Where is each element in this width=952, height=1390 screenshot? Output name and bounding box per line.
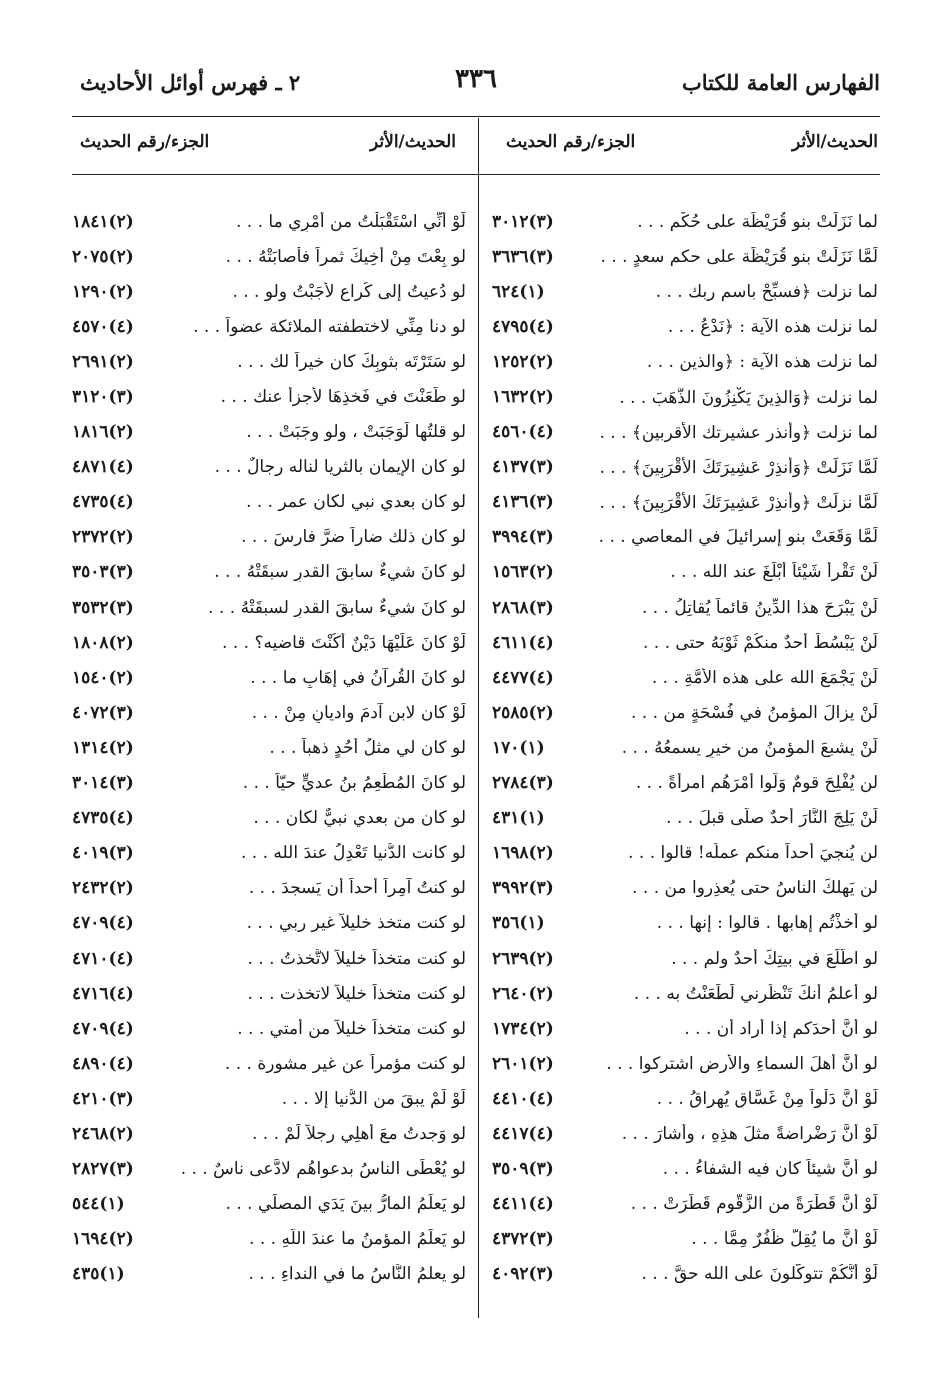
- hadith-entry: [492, 204, 878, 239]
- hadith-text: لما نزلت هذه الآية : ﴿نَدْعُ . . .: [667, 317, 878, 338]
- hadith-entry: [492, 766, 878, 801]
- hadith-text: لَوْ أنَّ رَضْراضةً مثلَ هذِهِ ، وأشارَ . . .: [621, 1123, 878, 1144]
- hadith-text: لَوْ أنِّي اسْتَقْبَلْتُ من أَمْرِي ما . . .: [235, 211, 466, 232]
- hadith-entry: [492, 1116, 878, 1151]
- hadith-ref: (٣)٤١٣٦: [492, 492, 554, 513]
- hadith-entry: [492, 379, 878, 414]
- hadith-entry: [72, 1081, 466, 1116]
- hadith-ref: (٣)٤٣٧٢: [492, 1229, 554, 1250]
- hadith-text: لن يَهلكَ الناسُ حتى يُعذِروا من . . .: [632, 878, 878, 899]
- hadith-text: لو كنت متخذاً خليلاً من أمتي . . .: [237, 1018, 466, 1039]
- hadith-entry: [72, 379, 466, 414]
- hadith-text: لَمَّا نَزَلَتْ ﴿وَأَنذِرْ عَشِيرَتَكَ الأَقْرَبِينَ﴾ . . .: [599, 457, 878, 478]
- hadith-text: لَوْ كان لابنِ آدمَ واديانِ مِنْ . . .: [251, 702, 466, 723]
- hadith-entry: [72, 1046, 466, 1081]
- page-number: ٣٣٦: [455, 64, 497, 94]
- hadith-entry: [72, 836, 466, 871]
- hadith-ref: (٣)٤٠٩٢: [492, 1264, 554, 1285]
- hadith-entry: [492, 1152, 878, 1187]
- hadith-text: لو كان الإيمان بالثريا لناله رجالٌ . . .: [214, 457, 466, 478]
- hadith-entry: [492, 450, 878, 485]
- hadith-entry: [492, 590, 878, 625]
- hadith-ref: (٣)٤٠١٩: [72, 843, 134, 864]
- hadith-text: لَوْ أنَّ دَلْواً مِنْ غَسَّاقٍ يُهراقُ . . .: [656, 1088, 878, 1109]
- hadith-text: لو يَعلَمُ المؤمنُ ما عندَ اللّهِ . . .: [249, 1229, 466, 1250]
- column-divider: [478, 118, 479, 1318]
- hadith-entry: [492, 1222, 878, 1257]
- hadith-entry: [492, 836, 878, 871]
- hadith-ref: (٤)٤٥٧٠: [72, 316, 134, 337]
- hadith-entry: [72, 730, 466, 765]
- left-hadith-column: [72, 204, 466, 1292]
- hadith-entry: [72, 274, 466, 309]
- hadith-text: لو كان لي مثلُ أُحُدٍ ذهباً . . .: [269, 737, 466, 758]
- hadith-ref: (٤)٤٧١٦: [72, 983, 134, 1004]
- hadith-ref: (٣)٣٥٣٢: [72, 597, 134, 618]
- hadith-entry: [492, 976, 878, 1011]
- hadith-text: لَمَّا نَزَلَتْ بنو قُرَيْظَة على حكم سعدٍ . . .: [600, 246, 878, 267]
- hadith-ref: (٢)١٦٩٨: [492, 843, 554, 864]
- hadith-ref: (٣)٣٦٣٦: [492, 246, 554, 267]
- hadith-text: لو بِعْتَ مِنْ أخِيكَ ثمراً فأصابَتْهُ . . .: [225, 246, 466, 267]
- hadith-ref: (٤)٤٧٣٥: [72, 492, 134, 513]
- header-rule: [72, 116, 880, 117]
- hadith-text: لو كنت متخذاً خليلاً لاتَّخذتُ . . .: [247, 948, 466, 969]
- hadith-text: لَوْ كانَ عَلَيْهَا دَيْنٌ أَكُنْتَ قاضيه؟ . . .: [222, 632, 466, 653]
- hadith-text: لو أنَّ أهلَ السماءِ والأرضِ اشتركوا . . .: [606, 1053, 878, 1074]
- hadith-ref: (٢)٢٤٦٨: [72, 1123, 134, 1144]
- hadith-entry: [72, 239, 466, 274]
- hadith-entry: [72, 1152, 466, 1187]
- hadith-text: لَوْ أنَّ قَطْرَةً من الزَّقُّومِ قَطَرَتْ . . .: [630, 1194, 878, 1215]
- hadith-ref: (٣)٤٢١٠: [72, 1088, 134, 1109]
- hadith-ref: (٤)٤٨٩٠: [72, 1053, 134, 1074]
- hadith-entry: [492, 1257, 878, 1292]
- hadith-ref: (٢)٢٥٨٥: [492, 702, 554, 723]
- hadith-text: لَوْ لَمْ يبقَ من الدُّنيا إلا . . .: [281, 1088, 466, 1109]
- hadith-text: لو يُعْطَى الناسُ بدعواهُم لادَّعى ناسٌ . . .: [180, 1159, 466, 1180]
- hadith-ref: (٢)٢٤٣٢: [72, 878, 134, 899]
- hadith-entry: [492, 660, 878, 695]
- hadith-ref: (٣)٢٨٦٨: [492, 597, 554, 618]
- hadith-text: لو أنَّ أحدَكم إذا أراد أن . . .: [684, 1018, 878, 1039]
- hadith-entry: [492, 1187, 878, 1222]
- hadith-text: لو كانَ شيءٌ سابقَ القدرِ سبقَتْهُ . . .: [214, 562, 466, 583]
- hadith-text: لَنْ يَبْرَحَ هذا الدِّينُ قائماً يُقاتِلُ . . .: [641, 597, 878, 618]
- hadith-entry: [72, 1011, 466, 1046]
- hadith-text: لما نزلت ﴿وأنذر عشيرتك الأقربين﴾ . . .: [599, 422, 878, 443]
- hadith-text: لو كانَ المُطْعِمُ بنُ عديٍّ حيّاً . . .: [242, 773, 466, 794]
- hadith-ref: (٢)١٧٣٤: [492, 1018, 554, 1039]
- hadith-ref: (٣)٣٩٩٤: [492, 527, 554, 548]
- hadith-ref: (٤)٤٤٧٧: [492, 667, 554, 688]
- hadith-ref: (٢)١٨٤١: [72, 211, 134, 232]
- hadith-text: لو أعلمُ أنكَ تَنْظُرني لَطَعَنْتُ به . . .: [633, 983, 878, 1004]
- hadith-text: لَمَّا نزلَتْ ﴿وأنذِرْ عَشِيرَتَكَ الأَقْرَبِينَ﴾ . . .: [599, 492, 878, 513]
- hadith-text: لو وَجدتُ معَ أهلِي رجلاً لَمْ . . .: [251, 1123, 466, 1144]
- hadith-entry: [72, 976, 466, 1011]
- hadith-entry: [492, 1046, 878, 1081]
- hadith-entry: [492, 520, 878, 555]
- left-col-hadith-header: الحديث/الأثر: [370, 132, 456, 152]
- hadith-text: لَمَّا وَقَعَتْ بنو إسرائيلَ في المعاصي . . .: [598, 527, 878, 548]
- hadith-text: لو كنت متخذ خليلاً غير ربي . . .: [246, 913, 466, 934]
- hadith-text: لو كان من بعدي نبيٌّ لكان . . .: [253, 808, 466, 829]
- hadith-entry: [72, 801, 466, 836]
- hadith-text: لو كانَ القُرآنُ في إهَابٍ ما . . .: [250, 667, 466, 688]
- hadith-entry: [72, 520, 466, 555]
- hadith-ref: (٣)٤١٣٧: [492, 457, 554, 478]
- hadith-entry: [72, 695, 466, 730]
- hadith-entry: [72, 344, 466, 379]
- hadith-entry: [492, 1081, 878, 1116]
- hadith-entry: [72, 485, 466, 520]
- hadith-text: لو اطَّلَعَ في بيتِكَ أحدٌ ولم . . .: [671, 948, 878, 969]
- hadith-text: لو كانَ شيءٌ سابقَ القدرِ لسبقَتْهُ . . .: [208, 597, 466, 618]
- hadith-text: لو كانت الدُّنيا تَعْدِلُ عندَ الله . . .: [240, 843, 466, 864]
- hadith-entry: [72, 766, 466, 801]
- left-col-ref-header: الجزء/رقم الحديث: [80, 132, 210, 152]
- hadith-text: لَنْ يَلِجَ النَّارَ أحدٌ صلَّى قبلَ . . .: [666, 808, 878, 829]
- right-hadith-column: [492, 204, 878, 1292]
- hadith-ref: (٣)٣٠١٢: [492, 211, 554, 232]
- hadith-ref: (١)٤٣١: [492, 808, 545, 829]
- hadith-ref: (١)٤٣٥: [72, 1264, 125, 1285]
- hadith-ref: (٢)٢٦٩١: [72, 351, 134, 372]
- hadith-entry: [492, 309, 878, 344]
- hadith-ref: (٣)٣٥٠٩: [492, 1159, 554, 1180]
- hadith-text: لو كنت مؤمراً عن غير مشورة . . .: [224, 1053, 466, 1074]
- hadith-text: لَنْ يَجْمَعَ الله على هذه الأُمَّةِ . . .: [651, 667, 878, 688]
- hadith-entry: [72, 1222, 466, 1257]
- hadith-text: لو كنتُ آمِراً أحداً أن يَسجدَ . . .: [248, 878, 466, 899]
- hadith-entry: [492, 274, 878, 309]
- hadith-entry: [492, 801, 878, 836]
- hadith-text: لو طَعَنْتَ في فَخذِهَا لأجزأَ عنك . . .: [220, 387, 466, 408]
- hadith-ref: (٢)١٢٥٢: [492, 351, 554, 372]
- hadith-entry: [492, 485, 878, 520]
- hadith-ref: (١)٦٢٤: [492, 281, 545, 302]
- hadith-ref: (٤)٤٧٠٩: [72, 1018, 134, 1039]
- hadith-entry: [492, 941, 878, 976]
- hadith-entry: [72, 204, 466, 239]
- hadith-ref: (٢)١٢٩٠: [72, 281, 134, 302]
- hadith-ref: (٣)٣٥٠٣: [72, 562, 134, 583]
- hadith-text: لن يُنجيَ أحداً منكم عملُه! قالوا . . .: [628, 843, 878, 864]
- hadith-text: لما نزلت ﴿فسبِّحْ باسم ربك . . .: [655, 282, 878, 303]
- hadith-ref: (٤)٤٧١٠: [72, 948, 134, 969]
- hadith-entry: [492, 344, 878, 379]
- right-col-ref-header: الجزء/رقم الحديث: [506, 132, 636, 152]
- hadith-ref: (٢)٢٠٧٥: [72, 246, 134, 267]
- hadith-entry: [72, 450, 466, 485]
- hadith-entry: [72, 625, 466, 660]
- hadith-ref: (٤)٤٤١٠: [492, 1088, 554, 1109]
- hadith-ref: (٤)٤٧٣٥: [72, 808, 134, 829]
- hadith-text: لو كان بعدي نبي لكان عمر . . .: [246, 492, 466, 513]
- hadith-ref: (٢)٢٦٤٠: [492, 983, 554, 1004]
- hadith-ref: (١)١٧٠: [492, 737, 545, 758]
- hadith-text: لَنْ يَبْسُطَ أَحدٌ منكُمْ ثَوْبَهُ حتى . . .: [643, 632, 878, 653]
- hadith-text: لَوْ أنَّ ما يُقِلُّ ظُفُرٌ مِمَّا . . .: [691, 1229, 878, 1250]
- hadith-entry: [72, 555, 466, 590]
- hadith-entry: [492, 871, 878, 906]
- hadith-ref: (٢)١٦٩٤: [72, 1229, 134, 1250]
- running-title: الفهارس العامة للكتاب: [681, 70, 880, 95]
- hadith-text: لو أخذْتُم إهابها . قالوا : إنها . . .: [656, 913, 878, 934]
- hadith-ref: (٤)٤٨٧١: [72, 457, 134, 478]
- hadith-text: لو قلتُها لَوَجَبَتْ ، ولو وجَبَتْ . . .: [246, 422, 466, 443]
- hadith-entry: [492, 555, 878, 590]
- hadith-text: لو يعلمُ النَّاسُ ما في النداءِ . . .: [248, 1264, 466, 1285]
- right-col-hadith-header: الحديث/الأثر: [792, 132, 878, 152]
- hadith-entry: [492, 906, 878, 941]
- hadith-text: لو كان ذلك ضاراً ضرَّ فارسَ . . .: [241, 527, 466, 548]
- section-title: ٢ ـ فهرس أوائل الأحاديث: [80, 70, 301, 95]
- hadith-ref: (٢)٢٦٠١: [492, 1053, 554, 1074]
- hadith-ref: (٤)٤٦١١: [492, 632, 554, 653]
- hadith-ref: (٣)٤٠٧٢: [72, 702, 134, 723]
- hadith-entry: [492, 1011, 878, 1046]
- hadith-ref: (٣)٣٠١٤: [72, 773, 134, 794]
- hadith-text: لو يَعلَمُ المارُّ بينَ يَدَيِ المصلِّي . . .: [225, 1194, 466, 1215]
- hadith-entry: [492, 625, 878, 660]
- hadith-text: لَوْ أنَّكُمْ تتوكَّلونَ على الله حقَّ . . .: [641, 1264, 878, 1285]
- hadith-ref: (٢)١٥٤٠: [72, 667, 134, 688]
- hadith-text: لَنْ يشبعَ المؤمنُ من خيرٍ يسمعُهُ . . .: [621, 737, 878, 758]
- hadith-entry: [72, 1257, 466, 1292]
- hadith-ref: (٣)٢٨٢٧: [72, 1159, 134, 1180]
- hadith-text: لَنْ تَقْرأ شَيْئاً أَبْلَغَ عند الله . . .: [670, 562, 878, 583]
- hadith-ref: (١)٥٤٤: [72, 1194, 125, 1215]
- hadith-text: لو كنت متخذاً خليلاً لاتخذت . . .: [247, 983, 466, 1004]
- hadith-ref: (٣)٢٧٨٤: [492, 773, 554, 794]
- hadith-entry: [492, 415, 878, 450]
- hadith-ref: (٤)٤٥٦٠: [492, 422, 554, 443]
- hadith-text: لو سَتَرْتَه بثوبِكَ كان خيراً لك . . .: [237, 351, 466, 372]
- hadith-ref: (٢)١٨٠٨: [72, 632, 134, 653]
- hadith-ref: (٢)٢٦٣٩: [492, 948, 554, 969]
- hadith-entry: [492, 730, 878, 765]
- hadith-text: لما نَزَلَتْ بنو قُرَيْظَة على حُكْمِ . . .: [637, 211, 878, 232]
- hadith-entry: [72, 660, 466, 695]
- hadith-ref: (٢)١٥٦٣: [492, 562, 554, 583]
- hadith-text: لو دُعيتُ إلى كُراعٍ لأجَبْتُ ولو . . .: [232, 281, 466, 302]
- hadith-ref: (٣)٣١٢٠: [72, 387, 134, 408]
- hadith-entry: [72, 1187, 466, 1222]
- hadith-text: لما نزلت ﴿وَالذِينَ يَكْنِزُونَ الذَّهَبَ . . .: [619, 387, 878, 408]
- hadith-ref: (٢)١٨١٦: [72, 422, 134, 443]
- hadith-entry: [492, 239, 878, 274]
- hadith-ref: (٤)٤٤١٧: [492, 1123, 554, 1144]
- hadith-text: لو أنَّ شيئاً كان فيه الشفاءُ . . .: [662, 1159, 878, 1180]
- hadith-text: لو دنا مِنِّي لاختطفته الملائكة عضواً . . .: [193, 316, 466, 337]
- hadith-text: لن يُفْلِحَ قومٌ وَلَّوا أَمْرَهُم امرأةً . . .: [635, 773, 878, 794]
- hadith-entry: [72, 871, 466, 906]
- hadith-ref: (١)٣٥٦: [492, 913, 545, 934]
- hadith-ref: (٤)٤٧٠٩: [72, 913, 134, 934]
- hadith-entry: [72, 906, 466, 941]
- hadith-ref: (٢)٢٣٧٢: [72, 527, 134, 548]
- hadith-ref: (٢)١٦٣٢: [492, 387, 554, 408]
- hadith-entry: [72, 941, 466, 976]
- hadith-entry: [72, 1116, 466, 1151]
- hadith-entry: [492, 695, 878, 730]
- subheader-rule: [72, 174, 880, 175]
- hadith-text: لَنْ يزالَ المؤمنُ في فُسْحَةٍ من . . .: [630, 702, 878, 723]
- hadith-entry: [72, 309, 466, 344]
- hadith-ref: (٢)١٣١٤: [72, 737, 134, 758]
- hadith-text: لما نزلت هذه الآية : ﴿والذين . . .: [646, 352, 878, 373]
- hadith-ref: (٤)٤٧٩٥: [492, 316, 554, 337]
- hadith-ref: (٤)٤٤١١: [492, 1194, 554, 1215]
- hadith-entry: [72, 415, 466, 450]
- hadith-ref: (٣)٣٩٩٢: [492, 878, 554, 899]
- hadith-entry: [72, 590, 466, 625]
